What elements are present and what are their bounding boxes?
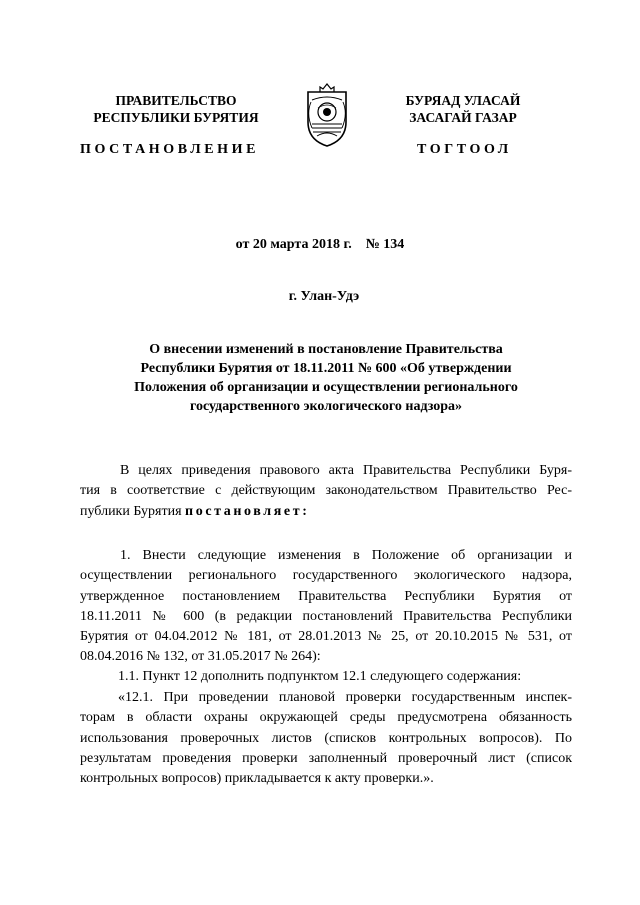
paragraph-line: результатам проведения проверки заполненный проверочный лист (список	[80, 750, 572, 766]
document-date: от 20 марта 2018 г.	[235, 237, 352, 252]
item-1-1-paragraph	[80, 667, 572, 687]
preamble-paragraph	[80, 461, 572, 522]
paragraph-line: 18.11.2011 № 600 (в редакции постановлений Правительства Республики	[80, 608, 572, 624]
title-line: Положения об организации и осуществлении регионального	[134, 380, 518, 395]
paragraph-line: торам в области охраны окружающей среды предусмотрена обязанность	[80, 710, 572, 726]
title-line: О внесении изменений в постановление Правительства	[149, 342, 503, 357]
document-title	[90, 340, 562, 416]
paragraph-line: 1. Внести следующие изменения в Положение об организации и	[120, 548, 572, 563]
paragraph-line: «12.1. При проведении плановой проверки государственным инспек-	[118, 690, 572, 705]
issuer-name-buryat	[392, 92, 534, 126]
issuer-line-2: РЕСПУБЛИКИ БУРЯТИЯ	[93, 110, 259, 125]
paragraph-line: В целях приведения правового акта Правительства Республики Буря-	[120, 463, 572, 478]
paragraph-line: контрольных вопросов) прикладывается к акту проверки.».	[80, 771, 434, 787]
doc-type-russian: ПОСТАНОВЛЕНИЕ	[80, 142, 260, 157]
issuer-line-1-buryat: БУРЯАД УЛАСАЙ	[405, 93, 521, 108]
document-city: г. Улан-Удэ	[288, 289, 360, 304]
paragraph-line: 08.04.2016 № 132, от 31.05.2017 № 264):	[80, 649, 321, 665]
item-12-1-quote	[80, 688, 572, 789]
doc-type-buryat: ТОГТООЛ	[417, 142, 512, 157]
paragraph-line: утвержденное постановлением Правительства Республики Бурятия от	[80, 588, 572, 604]
paragraph-line: 1.1. Пункт 12 дополнить подпунктом 12.1 следующего содержания:	[118, 669, 522, 684]
paragraph-line: использования проверочных листов (списков контрольных вопросов). По	[80, 730, 572, 746]
paragraph-line: Бурятия от 04.04.2012 № 181, от 28.01.2013 № 25, от 20.10.2015 № 531, от	[80, 629, 572, 645]
title-line: Республики Бурятия от 18.11.2011 № 600 «Об утверждении	[140, 361, 512, 376]
item-1-paragraph	[80, 546, 572, 668]
paragraph-line: осуществлении регионального государственного экологического надзора,	[80, 568, 572, 584]
resolves-word: постановляет:	[185, 503, 310, 519]
issuer-name-russian	[86, 92, 266, 126]
issuer-line-1: ПРАВИТЕЛЬСТВО	[115, 93, 237, 108]
document-date-number	[0, 237, 640, 253]
title-line: государственного экологического надзора»	[189, 399, 463, 414]
issuer-line-2-buryat: ЗАСАГАЙ ГАЗАР	[409, 110, 517, 125]
paragraph-line	[80, 502, 572, 522]
paragraph-line: тия в соответствие с действующим законодательством Правительство Рес-	[80, 483, 572, 499]
document-number: № 134	[365, 237, 405, 252]
paragraph-text: публики Бурятия	[80, 503, 186, 519]
buryatia-coat-of-arms-icon	[302, 78, 352, 148]
